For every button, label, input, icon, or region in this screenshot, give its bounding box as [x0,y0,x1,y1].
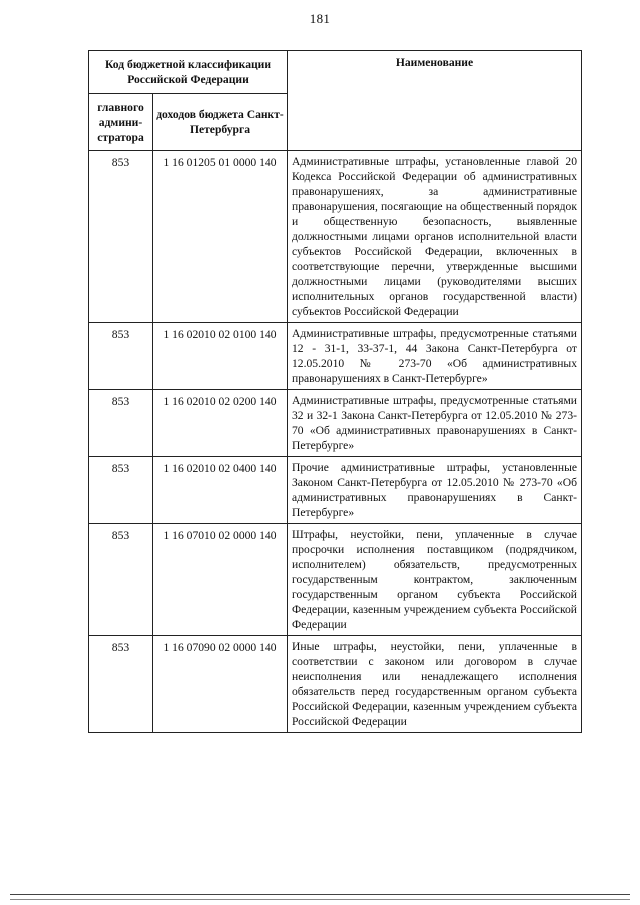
cell-income-code: 1 16 02010 02 0400 140 [153,457,288,524]
cell-name: Административные штрафы, установленные главой 20 Кодекса Российской Федерации об административных правонарушениях, за административные правонарушения, посягающие на общественный порядок и общественную безопасность, выявленные должностными лицами органов исполнительной власти субъектов Российской Федерации, включенных в соответствующие перечни, утвержденные высшими должностными лицами (руководителями высших исполнительных органов государственной власти) субъектов Российской Федерации [288,151,582,323]
cell-income-code: 1 16 07010 02 0000 140 [153,524,288,636]
scan-edge-line [10,899,630,900]
cell-income-code: 1 16 02010 02 0200 140 [153,390,288,457]
header-row-top [89,51,582,94]
header-code: Код бюджетной классификации Российской Федерации [89,51,288,94]
header-name: Наименование [288,51,582,151]
table-row [89,636,582,733]
cell-admin: 853 [89,151,153,323]
cell-admin: 853 [89,524,153,636]
table-row [89,323,582,390]
cell-income-code: 1 16 02010 02 0100 140 [153,323,288,390]
header-income: доходов бюджета Санкт-Петербурга [153,94,288,151]
cell-income-code: 1 16 07090 02 0000 140 [153,636,288,733]
cell-name: Прочие административные штрафы, установленные Законом Санкт-Петербурга от 12.05.2010 № 273-70 «Об административных правонарушениях в Санкт-Петербурге» [288,457,582,524]
scan-edge-line [10,894,630,895]
table-row [89,457,582,524]
cell-admin: 853 [89,457,153,524]
cell-name: Административные штрафы, предусмотренные статьями 12 - 31-1, 33-37-1, 44 Закона Санкт-Петербурга от 12.05.2010 № 273-70 «Об административных правонарушениях в Санкт-Петербурге» [288,323,582,390]
cell-name: Иные штрафы, неустойки, пени, уплаченные в соответствии с законом или договором в случае неисполнения или ненадлежащего исполнения обязательств перед государственным органом субъекта Российской Федерации, казенным учреждением субъекта Российской Федерации [288,636,582,733]
cell-name: Административные штрафы, предусмотренные статьями 32 и 32-1 Закона Санкт-Петербурга от 12.05.2010 № 273-70 «Об административных правонарушениях в Санкт-Петербурге» [288,390,582,457]
cell-admin: 853 [89,323,153,390]
table-row [89,524,582,636]
page-number: 181 [309,11,331,26]
budget-classification-table [88,50,582,733]
cell-admin: 853 [89,636,153,733]
table-row [89,151,582,323]
table-row [89,390,582,457]
cell-name: Штрафы, неустойки, пени, уплаченные в случае просрочки исполнения поставщиком (подрядчиком, исполнителем) обязательств, предусмотренных государственным контрактом, заключенным государственным органом субъекта Российской Федерации, казенным учреждением субъекта Российской Федерации [288,524,582,636]
header-admin: главного админи-стратора [89,94,153,151]
cell-admin: 853 [89,390,153,457]
cell-income-code: 1 16 01205 01 0000 140 [153,151,288,323]
